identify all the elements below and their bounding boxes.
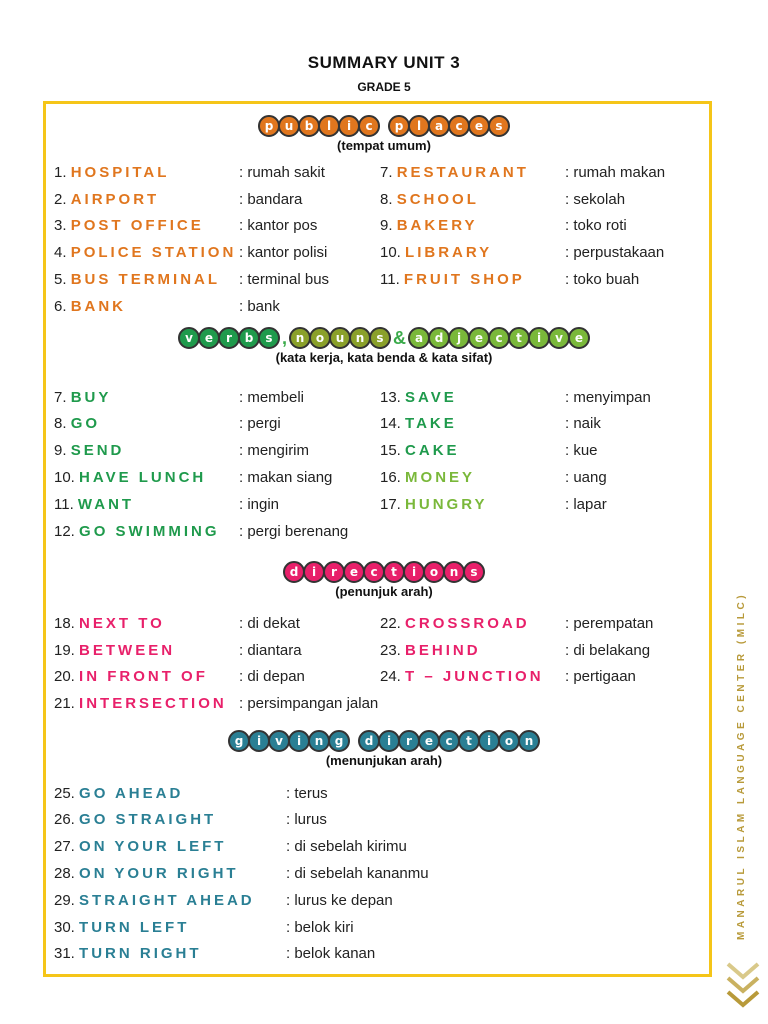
item-number: 17. [380, 496, 406, 513]
vocab-term: GO AHEAD [79, 785, 184, 802]
vocab-translation: : terminal bus [239, 271, 330, 288]
item-number: 16. [380, 469, 406, 486]
item-number: 3. [54, 217, 71, 234]
vocab-row [54, 244, 236, 261]
vocab-row [54, 496, 134, 513]
vocab-translation: : membeli [239, 389, 305, 406]
item-number: 29. [54, 892, 80, 909]
vocab-term: HAVE LUNCH [79, 469, 207, 486]
vocab-term: GO SWIMMING [79, 523, 220, 540]
vocab-translation: : perempatan [565, 615, 654, 632]
vocab-row [54, 217, 204, 234]
vocab-term: SAVE [405, 389, 457, 406]
directions-title [0, 561, 768, 583]
vocab-translation: : sekolah [565, 191, 626, 208]
vocab-term: HUNGRY [405, 496, 488, 513]
vocab-row [54, 415, 100, 432]
bubble-letter: t [508, 327, 530, 349]
bubble-letter: t [383, 561, 405, 583]
vocab-row [54, 838, 226, 855]
vocab-row [380, 191, 479, 208]
vocab-term: LIBRARY [405, 244, 493, 261]
vocab-term: MONEY [405, 469, 476, 486]
vocab-row [54, 191, 159, 208]
vocab-row [54, 642, 175, 659]
vocab-term: BEHIND [405, 642, 481, 659]
vocab-term: GO [70, 415, 101, 432]
vocab-term: HOSPITAL [70, 164, 170, 181]
item-number: 25. [54, 785, 80, 802]
vocab-translation: : lurus [286, 811, 327, 828]
vocab-term: ON YOUR RIGHT [79, 865, 239, 882]
item-number: 7. [380, 164, 397, 181]
vocab-row [380, 164, 529, 181]
vocab-term: BETWEEN [79, 642, 176, 659]
comma-separator: , [281, 327, 287, 348]
bubble-letter: j [448, 327, 470, 349]
vocab-term: SCHOOL [396, 191, 479, 208]
bubble-letter: e [568, 327, 590, 349]
bubble-letter: o [423, 561, 445, 583]
bubble-letter: r [398, 730, 420, 752]
bubble-letter: b [298, 115, 320, 137]
item-number: 11. [380, 271, 404, 288]
bubble-letter: s [463, 561, 485, 583]
item-number: 15. [380, 442, 406, 459]
bubble-letter: i [248, 730, 270, 752]
vocab-row [54, 945, 202, 962]
vocab-row [54, 811, 216, 828]
item-number: 28. [54, 865, 80, 882]
vocab-row [380, 642, 481, 659]
vocab-term: SEND [70, 442, 125, 459]
vocab-row [380, 389, 457, 406]
bubble-letter: i [303, 561, 325, 583]
bubble-letter: b [238, 327, 260, 349]
vocab-term: BANK [70, 298, 127, 315]
item-number: 9. [380, 217, 397, 234]
vocab-term: T – JUNCTION [405, 668, 544, 685]
directions-translation: (penunjuk arah) [335, 584, 433, 599]
bubble-letter: r [323, 561, 345, 583]
item-number: 11. [54, 496, 78, 513]
item-number: 24. [380, 668, 406, 685]
vocab-row [54, 615, 165, 632]
vocab-translation: : di belakang [565, 642, 651, 659]
item-number: 1. [54, 164, 71, 181]
vocab-translation: : pertigaan [565, 668, 636, 685]
bubble-letter: s [488, 115, 510, 137]
public-places-heading [259, 117, 509, 134]
bubble-letter: u [329, 327, 351, 349]
bubble-letter: n [443, 561, 465, 583]
vocab-translation: : lurus ke depan [286, 892, 393, 909]
vocab-translation: : mengirim [239, 442, 310, 459]
bubble-letter: s [258, 327, 280, 349]
vocab-translation: : pergi [239, 415, 281, 432]
vocab-translation: : di depan [239, 668, 305, 685]
vocab-row [380, 415, 457, 432]
vocab-row [54, 298, 126, 315]
vocab-term: TURN RIGHT [79, 945, 202, 962]
bubble-letter: n [518, 730, 540, 752]
vocab-row [54, 919, 189, 936]
directions-heading [284, 563, 484, 580]
item-number: 7. [54, 389, 71, 406]
vocab-translation: : makan siang [239, 469, 333, 486]
vocab-row [380, 271, 525, 288]
item-number: 31. [54, 945, 80, 962]
verbs-nouns-adjective-title [0, 327, 768, 349]
vocab-row [380, 668, 544, 685]
vocab-term: POST OFFICE [70, 217, 204, 234]
bubble-letter: c [358, 115, 380, 137]
vocab-row [380, 615, 530, 632]
vocab-translation: : kantor pos [239, 217, 318, 234]
item-number: 5. [54, 271, 71, 288]
bubble-letter: d [428, 327, 450, 349]
bubble-letter: d [358, 730, 380, 752]
bubble-letter: i [478, 730, 500, 752]
bubble-letter: p [258, 115, 280, 137]
item-number: 19. [54, 642, 80, 659]
giving-direction-title [0, 730, 768, 752]
bubble-letter: g [228, 730, 250, 752]
bubble-letter: d [283, 561, 305, 583]
vocab-translation: : toko roti [565, 217, 627, 234]
vocab-term: BUS TERMINAL [70, 271, 221, 288]
vocab-translation: : bank [239, 298, 280, 315]
vocab-term: BAKERY [396, 217, 478, 234]
item-number: 23. [380, 642, 406, 659]
vocab-term: AIRPORT [70, 191, 160, 208]
vocab-row [54, 523, 220, 540]
vocab-term: TURN LEFT [79, 919, 190, 936]
public-places-title [0, 115, 768, 137]
page-title: SUMMARY UNIT 3 [307, 53, 461, 72]
vocab-row [380, 244, 492, 261]
bubble-letter: i [403, 561, 425, 583]
item-number: 14. [380, 415, 406, 432]
vocab-translation: : kue [565, 442, 598, 459]
bubble-letter: e [418, 730, 440, 752]
vocab-translation: : lapar [565, 496, 607, 513]
item-number: 20. [54, 668, 80, 685]
item-number: 8. [380, 191, 397, 208]
item-number: 12. [54, 523, 80, 540]
vocab-term: STRAIGHT AHEAD [79, 892, 255, 909]
vocab-translation: : terus [286, 785, 328, 802]
vocab-translation: : menyimpan [565, 389, 651, 406]
bubble-letter: i [288, 730, 310, 752]
vocab-translation: : pergi berenang [239, 523, 349, 540]
vocab-row [380, 217, 477, 234]
vocab-translation: : kantor polisi [239, 244, 328, 261]
vocab-translation: : ingin [239, 496, 280, 513]
bubble-letter: c [438, 730, 460, 752]
item-number: 21. [54, 695, 80, 712]
vocab-translation: : bandara [239, 191, 303, 208]
vocab-translation: : belok kanan [286, 945, 376, 962]
item-number: 26. [54, 811, 80, 828]
bubble-letter: v [548, 327, 570, 349]
bubble-letter: r [218, 327, 240, 349]
bubble-letter: n [308, 730, 330, 752]
vocab-row [54, 865, 239, 882]
vocab-term: BUY [70, 389, 112, 406]
vocab-translation: : naik [565, 415, 601, 432]
vocab-row [54, 164, 169, 181]
item-number: 10. [380, 244, 406, 261]
vocab-row [54, 389, 111, 406]
vocab-translation: : perpustakaan [565, 244, 665, 261]
bubble-letter: s [369, 327, 391, 349]
grade-label: GRADE 5 [357, 80, 411, 94]
vocab-term: TAKE [405, 415, 457, 432]
bubble-letter: l [408, 115, 430, 137]
bubble-letter: e [468, 115, 490, 137]
giving-direction-translation: (menunjukan arah) [325, 753, 443, 768]
bubble-letter: u [278, 115, 300, 137]
item-number: 27. [54, 838, 80, 855]
vocab-term: FRUIT SHOP [403, 271, 525, 288]
bubble-letter: o [309, 327, 331, 349]
item-number: 2. [54, 191, 71, 208]
vocab-term: INTERSECTION [79, 695, 227, 712]
vocab-row [54, 695, 227, 712]
vocab-term: WANT [77, 496, 135, 513]
item-number: 8. [54, 415, 71, 432]
vocab-term: GO STRAIGHT [79, 811, 217, 828]
vocab-translation: : persimpangan jalan [239, 695, 379, 712]
bubble-letter: v [268, 730, 290, 752]
chevron-down-icon [725, 960, 761, 1016]
bubble-letter: a [408, 327, 430, 349]
verbs-heading [179, 329, 279, 346]
vocab-translation: : belok kiri [286, 919, 354, 936]
bubble-letter: c [448, 115, 470, 137]
nouns-heading [290, 329, 390, 346]
vocab-term: RESTAURANT [396, 164, 529, 181]
vocab-row [54, 785, 183, 802]
adjective-heading [409, 329, 589, 346]
bubble-letter: g [328, 730, 350, 752]
item-number: 9. [54, 442, 71, 459]
bubble-letter: p [388, 115, 410, 137]
vocab-term: CROSSROAD [405, 615, 530, 632]
vocab-row [54, 442, 124, 459]
verbs-translation: (kata kerja, kata benda & kata sifat) [275, 350, 493, 365]
item-number: 30. [54, 919, 80, 936]
bubble-letter: n [289, 327, 311, 349]
vocab-row [54, 892, 255, 909]
public-places-translation: (tempat umum) [337, 138, 431, 153]
vocab-row [380, 442, 460, 459]
vocab-translation: : rumah sakit [239, 164, 325, 181]
vocab-row [54, 668, 208, 685]
bubble-letter: i [378, 730, 400, 752]
vocab-term: NEXT TO [79, 615, 165, 632]
vocab-term: ON YOUR LEFT [79, 838, 227, 855]
bubble-letter: i [528, 327, 550, 349]
bubble-letter: i [338, 115, 360, 137]
vocab-translation: : toko buah [565, 271, 640, 288]
vocab-term: CAKE [405, 442, 460, 459]
vocab-term: IN FRONT OF [79, 668, 208, 685]
side-label: MANARUL ISLAM LANGUAGE CENTER (MILC) [736, 591, 747, 940]
item-number: 13. [380, 389, 406, 406]
giving-direction-heading [229, 732, 539, 749]
vocab-row [54, 469, 206, 486]
vocab-translation: : di sebelah kirimu [286, 838, 407, 855]
bubble-letter: l [318, 115, 340, 137]
bubble-letter: o [498, 730, 520, 752]
item-number: 10. [54, 469, 80, 486]
bubble-letter: a [428, 115, 450, 137]
vocab-translation: : uang [565, 469, 607, 486]
item-number: 6. [54, 298, 71, 315]
vocab-translation: : rumah makan [565, 164, 666, 181]
bubble-letter: n [349, 327, 371, 349]
vocab-translation: : di sebelah kananmu [286, 865, 429, 882]
vocab-row [380, 469, 475, 486]
bubble-letter: e [198, 327, 220, 349]
vocab-translation: : diantara [239, 642, 302, 659]
vocab-translation: : di dekat [239, 615, 300, 632]
vocab-row [54, 271, 220, 288]
bubble-letter: c [363, 561, 385, 583]
vocab-row [380, 496, 487, 513]
item-number: 4. [54, 244, 71, 261]
bubble-letter: v [178, 327, 200, 349]
vocab-term: POLICE STATION [70, 244, 237, 261]
bubble-letter: e [343, 561, 365, 583]
bubble-letter: c [488, 327, 510, 349]
item-number: 18. [54, 615, 80, 632]
bubble-letter: t [458, 730, 480, 752]
bubble-letter: e [468, 327, 490, 349]
item-number: 22. [380, 615, 406, 632]
ampersand-separator: & [393, 327, 406, 348]
